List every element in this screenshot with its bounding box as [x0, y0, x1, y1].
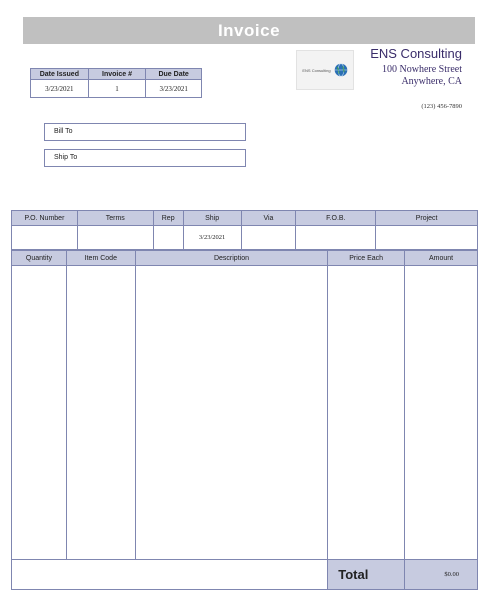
po-number-cell[interactable]: [12, 226, 78, 250]
date-issued-value[interactable]: 3/23/2021: [31, 80, 89, 98]
bill-to-label: Bill To: [54, 128, 73, 135]
due-date-value[interactable]: 3/23/2021: [146, 80, 202, 98]
po-number-header: P.O. Number: [12, 211, 78, 226]
ship-cell[interactable]: 3/23/2021: [183, 226, 241, 250]
total-label: Total: [328, 560, 405, 590]
price-each-header: Price Each: [328, 251, 405, 266]
amount-column[interactable]: [405, 266, 478, 560]
line-items-table: [11, 250, 478, 590]
globe-icon: [334, 63, 348, 77]
company-street: 100 Nowhere Street: [382, 64, 462, 75]
company-name: ENS Consulting: [370, 46, 462, 61]
amount-header: Amount: [405, 251, 478, 266]
ship-header: Ship: [183, 211, 241, 226]
rep-cell[interactable]: [153, 226, 183, 250]
quantity-header: Quantity: [12, 251, 67, 266]
order-info-table: [11, 210, 478, 250]
invoice-number-header: Invoice #: [88, 69, 146, 80]
item-code-header: Item Code: [66, 251, 135, 266]
item-code-column[interactable]: [66, 266, 135, 560]
total-value: $0.00: [405, 560, 478, 590]
description-header: Description: [135, 251, 327, 266]
company-phone: (123) 456-7890: [421, 103, 462, 110]
terms-header: Terms: [77, 211, 153, 226]
invoice-title: Invoice: [23, 17, 475, 44]
fob-header: F.O.B.: [296, 211, 376, 226]
price-each-column[interactable]: [328, 266, 405, 560]
description-column[interactable]: [135, 266, 327, 560]
invoice-number-value[interactable]: 1: [88, 80, 146, 98]
ship-to-label: Ship To: [54, 154, 78, 161]
total-spacer: [12, 560, 328, 590]
project-cell[interactable]: [376, 226, 478, 250]
date-table: [30, 68, 202, 98]
ship-to-field[interactable]: [44, 149, 246, 167]
due-date-header: Due Date: [146, 69, 202, 80]
company-logo: [296, 50, 354, 90]
rep-header: Rep: [153, 211, 183, 226]
date-issued-header: Date Issued: [31, 69, 89, 80]
project-header: Project: [376, 211, 478, 226]
via-header: Via: [241, 211, 296, 226]
quantity-column[interactable]: [12, 266, 67, 560]
terms-cell[interactable]: [77, 226, 153, 250]
via-cell[interactable]: [241, 226, 296, 250]
company-city: Anywhere, CA: [401, 76, 462, 87]
bill-to-field[interactable]: [44, 123, 246, 141]
logo-text: ENS Consulting: [302, 67, 331, 73]
fob-cell[interactable]: [296, 226, 376, 250]
